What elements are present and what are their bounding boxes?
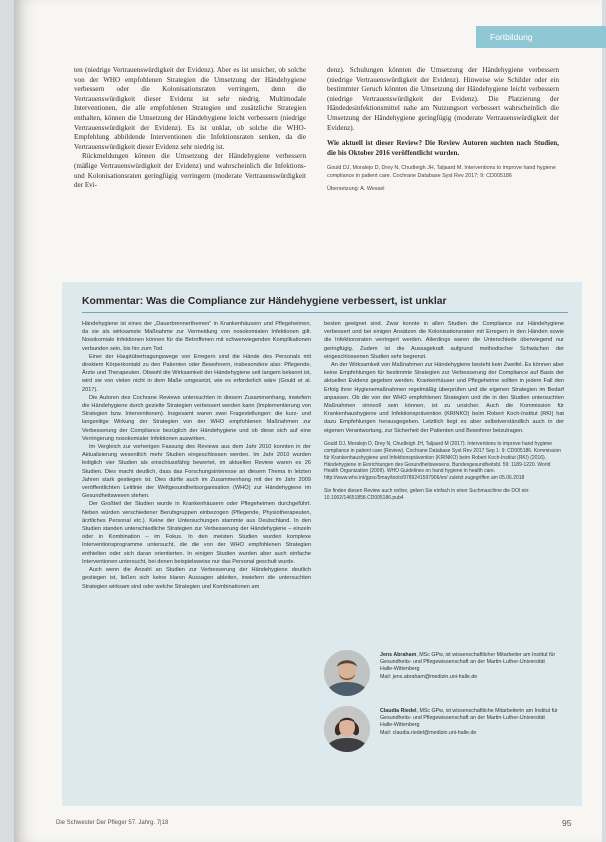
article-left-column — [74, 66, 306, 191]
author-card — [324, 650, 564, 706]
author-bio: MSc GPw, ist wissenschaftlicher Mitarbeiter am Institut für Gesundheits- und Pflegewissenschaft an der Martin-Luther-Universität Halle-Wittenberg — [380, 652, 556, 673]
page-number: 95 — [562, 818, 572, 828]
author-card — [324, 706, 564, 762]
commentary-paragraph: Einer der Hauptübertragungswege von Erregern sind die Hände des Personals mit direktem Körperkontakt zu den Patienten oder Bewohnern, insbesondere also: Pflegende, Ärzte und Therapeuten. Obwohl die Wirksamkeit der Händehygiene seit langem bekannt ist, wird sie von vielen nicht in dem Maße umgesetzt, wie es erforderlich wäre (Gould et al. 2017). — [82, 353, 311, 393]
doi-hint: Sie finden diesen Review auch online, geben Sie einfach in einer Suchmaschine die DOI ein: 10.1002/14651858.CD005186.pub4 — [324, 488, 530, 502]
author-photo — [324, 706, 370, 752]
author-name: Jens Abraham — [380, 652, 417, 658]
commentary-paragraph: Die Autoren des Cochrane Reviews untersuchten in diesem Zusammenhang, inwiefern die Händehygiene durch gezielte Strategien verbessert werden kann (Implementierung von Strategien bzw. Interventionen). Insgesamt waren zwei Fragestellungen: die kurz- und langzeitige Wirkung der Strategien von der WHO empfohlenen Maßnahmen zur Verbesserung der Compliance bezüglich der Händehygiene und ob diese sich auf eine Verringerung nosokomialer Infektionen auswirken. — [82, 394, 311, 442]
translation-credit: Übersetzung: A. Wessel — [327, 185, 385, 192]
author-mail[interactable]: Mail: jens.abraham@medizin.uni-halle.de — [380, 673, 478, 680]
author-name: Claudia Riedel — [380, 708, 417, 714]
commentary-box — [62, 282, 582, 806]
commentary-paragraph: Im Vergleich zur vorherigen Fassung des Reviews aus dem Jahr 2010 konnten in der Aktualisierung wesentlich mehr Studien eingeschlossen werden. Im Jahr 2010 wurden lediglich vier Studien als einschlussfähig bewertet, im aktuellen Review waren es 26 Studien. Dies macht deutlich, dass das Forschungsinteresse an diesem Thema in letzten Jahren stark gestiegen ist. Dies dürfte auch im Zusammenhang mit der im Jahr 2009 veröffentlichten Leitlinie der Weltgesundheitsorganisation (WHO) zur Händehygiene im Gesundheitswesen stehen. — [82, 444, 311, 500]
section-tab: Fortbildung — [476, 26, 606, 48]
article-paragraph: Rückmeldungen können die Umsetzung der Händehygiene verbessern (mäßige Vertrauenswürdigkeit der Evidenz) und wahrscheinlich die Infektions- und Kolonisationsraten geringfügig verringern (moderate Vertrauenswürdigkeit der Evi- — [74, 152, 306, 190]
article-paragraph: denz). Schulungen könnten die Umsetzung der Händehygiene verbessern (niedrige Vertrauenswürdigkeit der Evidenz). Hinweise wie Schilder oder ein bestimmter Geruch könnten die Umsetzung der Händehygiene leicht verbessern (niedrige Vertrauenswürdigkeit der Evidenz). Die Platzierung der Händedesinfektionsmittel nahe am Nutzungsort verbessert wahrscheinlich die Umsetzung der Händehygiene geringfügig (moderate Vertrauenswürdigkeit der Evidenz). — [327, 66, 559, 132]
title-divider — [82, 312, 568, 313]
author-photo — [324, 650, 370, 696]
author-text: Jens Abraham, MSc GPw, ist wissenschaftlicher Mitarbeiter am Institut für Gesundheits- und Pflegewissenschaft an der Martin-Luther-Universität Halle-Wittenberg Mail: jens.abraham@medizin.uni-halle.de — [380, 652, 556, 680]
author-mail[interactable]: Mail: claudia.riedel@medizin.uni-halle.de — [380, 729, 477, 736]
commentary-paragraph: Händehygiene ist eines der „Dauerbrennerthemen“ in Krankenhäusern und Pflegeheimen, da sie als wirksamste Maßnahme zur Vermeidung von nosokomialen Infektionen gilt. Nosokomiale Infektionen können für die Betroffenen mit schwerwiegenden Komplikationen verbunden sein, bis hin zum Tod. — [82, 321, 311, 352]
commentary-left-column — [82, 320, 311, 591]
author-text: Claudia Riedel, MSc GPw, ist wissenschaftliche Mitarbeiterin am Institut für Gesundheits- und Pflegewissenschaft an der Martin-Luther-Universität Halle-Wittenberg Mail: claudia.riedel@medizin.uni-halle.de — [380, 708, 558, 736]
article-citation: Gould DJ, Moralejo D, Drey N, Chudleigh JH, Taljaard M. Interventions to improve hand hygiene compliance in patient care. Cochrane Database Syst Rev 2017; 9: CD005186 — [327, 165, 556, 179]
journal-footer: Die Schwester Der Pfleger 57. Jahrg. 7|18 — [56, 820, 169, 826]
article-right-column — [327, 66, 559, 195]
commentary-paragraph: Der Großteil der Studien wurde in Krankenhäusern oder Pflegeheimen durchgeführt. Neben würden verschiedener Berufsgruppen einbezogen (Pflegende, Physiotherapeuten, ärztliches Personal etc.). Keine der Untersuchungen stammte aus Deutschland. In den Studien standen unterschiedliche Strategien zur Verbesserung der Händehygiene – einzeln oder in Kombination – im Fokus. In den meisten Studien wurden komplexe Interventionsprogramme untersucht, die die von der WHO empfohlenen Strategien enthielten oder sich daran orientierten. In einigen Studien wurden aber auch einfache Interventionen untersucht, bei denen beispielsweise nur das Personal geschult wurde. — [82, 501, 311, 565]
page-sheet — [14, 0, 602, 842]
commentary-paragraph: Auch wenn die Anzahl an Studien zur Verbesserung der Händehygiene deutlich gestiegen ist, ließen sich keine klaren Aussagen ableiten, inwiefern die untersuchten Strategien wirksam sind oder welche Strategien und Kombinationen am — [82, 567, 311, 590]
commentary-paragraph: besten geeignet sind. Zwar konnte in allen Studien die Compliance zur Händehygiene verbessert und bei einigen Ansätzen die Kolonisationsraten mit Erregern in den Händen sowie die Infektionsraten verringert werden. Allerdings waren die Unterschiede überwiegend nur geringfügig. Zudem ist die Aussagekraft aufgrund methodischer Schwächen der eingeschlossenen Studien sehr begrenzt. — [324, 321, 564, 360]
commentary-references: Gould DJ, Moralejo D, Drey N, Chudleigh JH, Taljaard M (2017). Interventions to improve hand hygiene compliance in patient care (Review). Cochrane Database Syst Rev 2017 Sep 1: 9: CD005186. Kommission für Krankenhaushygiene und Infektionsprävention (KRINKO) beim Robert Koch-Institut (RKI) (2016). Händehygiene in Einrichtungen des Gesundheitswesens. Bundesgesundheitsbl. 59: 1189-1220. World Health Organization (2009). WHO Guidelines on hand hygiene in health care. http://www.who.int/gpsc/5may/tools/9789241597906/en/ zuletzt zugegriffen am 05.06.2018 — [324, 440, 562, 482]
article-paragraph: ten (niedrige Vertrauenswürdigkeit der Evidenz). Aber es ist unsicher, ob solche von der WHO empfohlenen Strategien die Umsetzung der Händehygiene verbessern oder die Kolonisationsraten verringern, denn die Vertrauenswürdigkeit dieser Evidenz ist sehr niedrig. Multimodale Interventionen, die alle empfohlenen Strategien und zusätzliche Strategien enthalten, können die Umsetzung der Händehygiene leicht verbessern (niedrige Vertrauenswürdigkeit der Evidenz). Es ist unklar, ob solche die WHO-Empfehlung abbildende Interventionen die Infektionsraten senken, da die Vertrauenswürdigkeit dieser Evidenz sehr niedrig ist. — [74, 66, 306, 151]
commentary-title: Kommentar: Was die Compliance zur Händehygiene verbessert, ist unklar — [82, 296, 447, 307]
article-subhead: Wie aktuell ist dieser Review? Die Review Autoren suchten nach Studien, die bis Oktober 2016 veröffentlicht wurden. — [327, 139, 559, 157]
commentary-right-column — [324, 320, 564, 502]
author-bio: MSc GPw, ist wissenschaftliche Mitarbeiterin am Institut für Gesundheits- und Pflegewissenschaft an der Martin-Luther-Universität Halle-Wittenberg — [380, 708, 558, 729]
commentary-paragraph: An der Wirksamkeit von Maßnahmen zur Händehygiene besteht kein Zweifel. Es können aber keine Empfehlungen für bestimmte Strategien zur Verbesserung der Compliance auf Basis der aktuellen Evidenz gegeben werden. Krankenhäuser und Pflegeheime sollten in jedem Fall den Erfolg ihrer Hygienemaßnahmen regelmäßig überprüfen und die eigenen Strategien im Bedarf anpassen. Ob die von der WHO empfohlenen Strategien und die in den Studien untersuchten Maßnahmen sinnvoll sein können, ist zu unsicher. Auch die Kommission für Krankenhaushygiene und Infektionsprävention (KRINKO) beim Robert Koch-Institut (RKI) hat dazu Empfehlungen herausgegeben. Letztlich liegt es aber selbstverständlich auch in der eigenen Verantwortung, zur Sicherheit der Patienten und Bewohner beizutragen. — [324, 362, 564, 434]
